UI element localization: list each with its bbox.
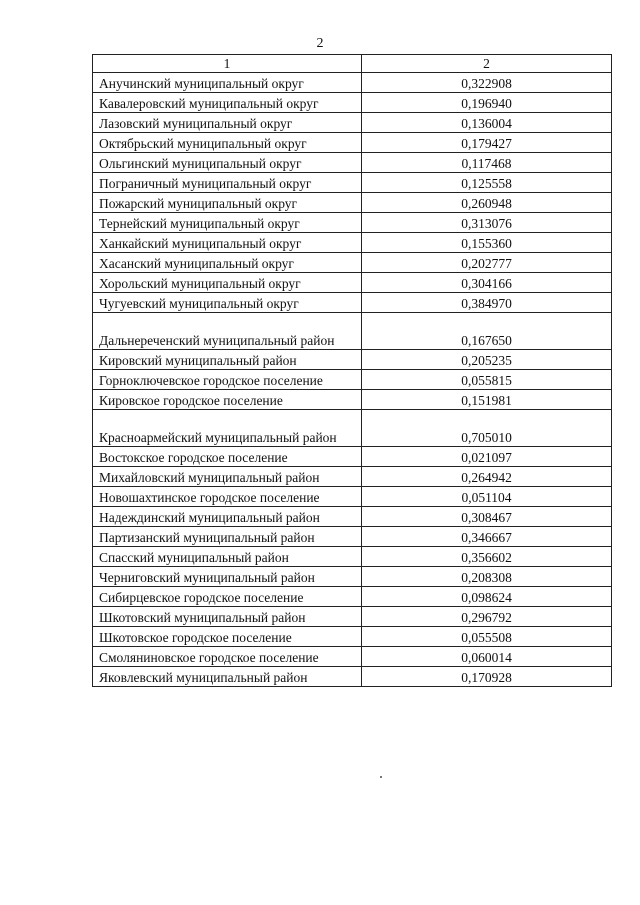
table-cell-value: 0,151981	[362, 390, 612, 410]
table-cell-value: 0,208308	[362, 567, 612, 587]
table-row	[93, 173, 612, 193]
table-row	[93, 547, 612, 567]
table-cell-name: Спасский муниципальный район	[93, 547, 362, 567]
table-cell-value: 0,021097	[362, 447, 612, 467]
table-cell-name: Ольгинский муниципальный округ	[93, 153, 362, 173]
table-cell-name: Тернейский муниципальный округ	[93, 213, 362, 233]
table-cell-value: 0,705010	[362, 410, 612, 447]
table-cell-name: Ханкайский муниципальный округ	[93, 233, 362, 253]
table-cell-name: Красноармейский муниципальный район	[93, 410, 362, 447]
table-header-row	[93, 55, 612, 73]
table-cell-value: 0,205235	[362, 350, 612, 370]
table-cell-value: 0,055508	[362, 627, 612, 647]
table-cell-name: Пограничный муниципальный округ	[93, 173, 362, 193]
table-row	[93, 313, 612, 350]
table-cell-value: 0,060014	[362, 647, 612, 667]
table-cell-value: 0,313076	[362, 213, 612, 233]
table-row	[93, 233, 612, 253]
table-cell-value: 0,296792	[362, 607, 612, 627]
table-cell-value: 0,136004	[362, 113, 612, 133]
table-cell-name: Партизанский муниципальный район	[93, 527, 362, 547]
table-row	[93, 73, 612, 93]
data-table	[92, 54, 612, 687]
table-cell-value: 0,117468	[362, 153, 612, 173]
table-row	[93, 410, 612, 447]
table-cell-name: Кировское городское поселение	[93, 390, 362, 410]
table-cell-value: 0,196940	[362, 93, 612, 113]
table-cell-value: 0,308467	[362, 507, 612, 527]
table-row	[93, 487, 612, 507]
table-cell-name: Востокское городское поселение	[93, 447, 362, 467]
table-cell-value: 0,179427	[362, 133, 612, 153]
table-row	[93, 607, 612, 627]
table-cell-name: Михайловский муниципальный район	[93, 467, 362, 487]
table-cell-name: Пожарский муниципальный округ	[93, 193, 362, 213]
table-row	[93, 293, 612, 313]
table-cell-value: 0,167650	[362, 313, 612, 350]
table-cell-name: Шкотовский муниципальный район	[93, 607, 362, 627]
table-cell-value: 0,384970	[362, 293, 612, 313]
table-row	[93, 273, 612, 293]
table-cell-value: 0,322908	[362, 73, 612, 93]
table-cell-value: 0,098624	[362, 587, 612, 607]
table-row	[93, 587, 612, 607]
table-body	[93, 73, 612, 687]
column-header-2: 2	[362, 55, 612, 73]
table-cell-value: 0,155360	[362, 233, 612, 253]
table-row	[93, 253, 612, 273]
table-cell-name: Кавалеровский муниципальный округ	[93, 93, 362, 113]
table-row	[93, 93, 612, 113]
table-cell-value: 0,264942	[362, 467, 612, 487]
table-cell-value: 0,125558	[362, 173, 612, 193]
table-cell-name: Черниговский муниципальный район	[93, 567, 362, 587]
table-cell-name: Новошахтинское городское поселение	[93, 487, 362, 507]
table-cell-name: Надеждинский муниципальный район	[93, 507, 362, 527]
table-row	[93, 447, 612, 467]
table-cell-name: Октябрьский муниципальный округ	[93, 133, 362, 153]
table-row	[93, 527, 612, 547]
table-row	[93, 627, 612, 647]
table-row	[93, 390, 612, 410]
table-cell-value: 0,055815	[362, 370, 612, 390]
table-row	[93, 567, 612, 587]
table-cell-name: Яковлевский муниципальный район	[93, 667, 362, 687]
table-cell-value: 0,051104	[362, 487, 612, 507]
table-row	[93, 153, 612, 173]
table-cell-name: Сибирцевское городское поселение	[93, 587, 362, 607]
table-cell-value: 0,356602	[362, 547, 612, 567]
table-cell-name: Дальнереченский муниципальный район	[93, 313, 362, 350]
table-cell-name: Смоляниновское городское поселение	[93, 647, 362, 667]
table-cell-value: 0,304166	[362, 273, 612, 293]
table-row	[93, 350, 612, 370]
table-row	[93, 507, 612, 527]
table-cell-name: Горноключевское городское поселение	[93, 370, 362, 390]
table-row	[93, 193, 612, 213]
table-cell-name: Хорольский муниципальный округ	[93, 273, 362, 293]
table-cell-value: 0,260948	[362, 193, 612, 213]
page-number: 2	[316, 36, 324, 51]
table-cell-name: Хасанский муниципальный округ	[93, 253, 362, 273]
table-row	[93, 647, 612, 667]
table-cell-name: Шкотовское городское поселение	[93, 627, 362, 647]
table-cell-value: 0,202777	[362, 253, 612, 273]
table-cell-value: 0,170928	[362, 667, 612, 687]
table-cell-name: Чугуевский муниципальный округ	[93, 293, 362, 313]
table-cell-name: Лазовский муниципальный округ	[93, 113, 362, 133]
table-row	[93, 370, 612, 390]
table-row	[93, 667, 612, 687]
table-row	[93, 133, 612, 153]
table-row	[93, 113, 612, 133]
column-header-1: 1	[93, 55, 362, 73]
table-cell-value: 0,346667	[362, 527, 612, 547]
table-cell-name: Анучинский муниципальный округ	[93, 73, 362, 93]
table-row	[93, 213, 612, 233]
table-cell-name: Кировский муниципальный район	[93, 350, 362, 370]
scan-speck	[380, 776, 382, 778]
table-row	[93, 467, 612, 487]
